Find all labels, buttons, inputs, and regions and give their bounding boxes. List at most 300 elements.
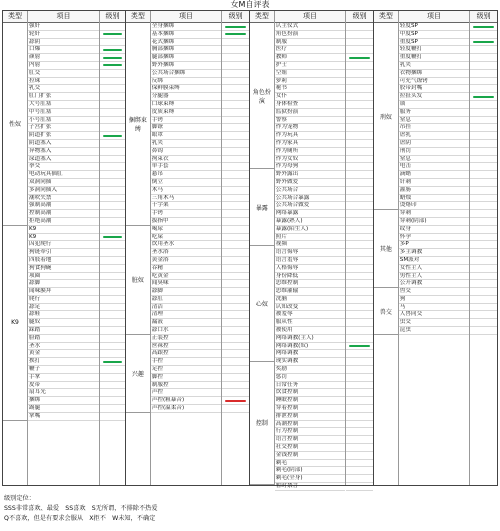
item-cell: 大号肛塞	[28, 101, 99, 109]
category-label: 控制	[250, 362, 274, 485]
level-cell[interactable]	[470, 179, 497, 187]
level-cell[interactable]	[346, 397, 373, 405]
level-cell[interactable]	[222, 156, 249, 164]
section-4	[373, 11, 497, 485]
level-cell[interactable]	[346, 218, 373, 226]
level-cell[interactable]	[222, 343, 249, 351]
level-cell[interactable]	[346, 148, 373, 156]
level-cell[interactable]	[346, 124, 373, 132]
level-cell[interactable]	[100, 93, 125, 101]
level-cell[interactable]	[222, 218, 249, 226]
level-mark-stroke	[349, 345, 370, 347]
item-cell: 人格侮辱	[275, 265, 345, 273]
level-cell[interactable]	[222, 140, 249, 148]
level-cell[interactable]	[100, 202, 125, 210]
level-cell[interactable]	[346, 350, 373, 358]
level-cell[interactable]	[222, 304, 249, 312]
item-cell: 圣水浴	[151, 249, 221, 257]
level-cell[interactable]	[346, 452, 373, 460]
level-cell[interactable]	[470, 109, 497, 117]
level-cell[interactable]	[222, 241, 249, 249]
type-column	[250, 11, 274, 485]
level-cell[interactable]	[470, 202, 497, 210]
level-cell[interactable]	[470, 296, 497, 304]
level-cell[interactable]	[346, 101, 373, 109]
level-cell[interactable]	[470, 78, 497, 86]
item-cell: 网络暴露	[275, 210, 345, 218]
item-cell: 萝莉	[275, 78, 345, 86]
level-cell[interactable]	[222, 249, 249, 257]
item-cell: 饮用圣水	[151, 241, 221, 249]
level-cell[interactable]	[100, 31, 125, 39]
level-cell[interactable]	[222, 335, 249, 343]
level-cell[interactable]	[346, 311, 373, 319]
level-cell[interactable]	[346, 366, 373, 374]
level-cell[interactable]	[346, 421, 373, 429]
level-cell[interactable]	[346, 467, 373, 475]
level-cell[interactable]	[470, 140, 497, 148]
level-cell[interactable]	[100, 288, 125, 296]
level-cell[interactable]	[100, 234, 125, 242]
level-cell[interactable]	[100, 249, 125, 257]
level-cell[interactable]	[346, 304, 373, 312]
item-cell: 丝袜控	[151, 343, 221, 351]
item-cell: 野外做爱	[275, 179, 345, 187]
item-cell: K9	[28, 226, 99, 234]
level-cell[interactable]	[470, 171, 497, 179]
level-cell[interactable]	[222, 117, 249, 125]
category-label: 兴趣	[126, 335, 150, 413]
item-cell: 空姐	[275, 70, 345, 78]
level-cell[interactable]	[346, 109, 373, 117]
level-cell[interactable]	[100, 179, 125, 187]
level-cell[interactable]	[222, 327, 249, 335]
level-cell[interactable]	[470, 101, 497, 109]
level-cell[interactable]	[346, 319, 373, 327]
level-cell[interactable]	[346, 46, 373, 54]
level-cell[interactable]	[222, 85, 249, 93]
level-cell[interactable]	[222, 101, 249, 109]
item-cell: 男性主人	[399, 273, 469, 281]
item-cell: 作为宠物	[275, 124, 345, 132]
level-cell[interactable]	[100, 163, 125, 171]
level-cell[interactable]	[470, 265, 497, 273]
level-cell[interactable]	[470, 93, 497, 101]
level-cell[interactable]	[470, 234, 497, 242]
section-1	[3, 11, 125, 485]
level-cell[interactable]	[346, 475, 373, 483]
level-cell[interactable]	[100, 389, 125, 397]
item-cell: 悬吊	[151, 171, 221, 179]
level-cell[interactable]	[222, 70, 249, 78]
level-cell[interactable]	[100, 273, 125, 281]
level-cell[interactable]	[470, 156, 497, 164]
item-cell: 十字架	[151, 202, 221, 210]
level-cell[interactable]	[470, 187, 497, 195]
item-cell: 马	[399, 304, 469, 312]
level-cell[interactable]	[470, 117, 497, 125]
level-cell[interactable]	[346, 156, 373, 164]
level-cell[interactable]	[346, 234, 373, 242]
item-cell: 作为女奴	[275, 156, 345, 164]
item-cell: 拘束衣	[151, 156, 221, 164]
level-cell[interactable]	[100, 124, 125, 132]
level-cell[interactable]	[100, 350, 125, 358]
level-cell[interactable]	[100, 109, 125, 117]
item-cell: 胸部捆绑	[151, 46, 221, 54]
level-cell[interactable]	[346, 389, 373, 397]
level-cell[interactable]	[100, 241, 125, 249]
item-cell: 手掌	[28, 374, 99, 382]
level-cell[interactable]	[222, 124, 249, 132]
item-cell: 刑罚	[399, 148, 469, 156]
level-mark-stroke	[225, 400, 246, 402]
item-cell: 拒绝高潮	[28, 218, 99, 226]
level-cell[interactable]	[346, 23, 373, 31]
item-cell: 声控(粗暴音)	[151, 397, 221, 405]
level-cell[interactable]	[222, 273, 249, 281]
level-cell[interactable]	[346, 335, 373, 343]
item-cell: 踢腿	[28, 405, 99, 413]
level-cell[interactable]	[222, 397, 249, 405]
item-cell: 鼻钩	[151, 148, 221, 156]
level-cell[interactable]	[100, 171, 125, 179]
level-cell[interactable]	[346, 436, 373, 444]
level-cell[interactable]	[100, 156, 125, 164]
level-cell[interactable]	[100, 405, 125, 413]
item-cell: 语言控制	[275, 436, 345, 444]
level-cell[interactable]	[222, 374, 249, 382]
level-cell[interactable]	[100, 397, 125, 405]
item-column	[398, 11, 469, 485]
level-cell[interactable]	[222, 78, 249, 86]
level-cell[interactable]	[470, 218, 497, 226]
level-cell[interactable]	[346, 70, 373, 78]
item-cell: 舔足	[28, 304, 99, 312]
item-cell: 行为控制	[275, 428, 345, 436]
item-cell: 小号肛塞	[28, 117, 99, 125]
level-cell[interactable]	[346, 226, 373, 234]
item-cell: 现实调教	[275, 358, 345, 366]
level-cell[interactable]	[100, 304, 125, 312]
level-cell[interactable]	[470, 46, 497, 54]
level-cell[interactable]	[222, 187, 249, 195]
level-cell[interactable]	[346, 31, 373, 39]
item-cell: 舔口水	[151, 327, 221, 335]
level-cell[interactable]	[100, 62, 125, 70]
level-cell[interactable]	[346, 405, 373, 413]
level-cell[interactable]	[470, 70, 497, 78]
item-cell: 社交控制	[275, 444, 345, 452]
level-cell[interactable]	[346, 483, 373, 491]
item-cell: 剃毛(全身)	[275, 475, 345, 483]
category-label: 角色扮演	[250, 23, 274, 169]
level-cell[interactable]	[100, 218, 125, 226]
level-cell[interactable]	[100, 366, 125, 374]
item-cell: 虫交	[399, 319, 469, 327]
item-cell: 吞精	[151, 265, 221, 273]
item-cell: 漏液	[151, 319, 221, 327]
level-cell[interactable]	[346, 273, 373, 281]
level-cell[interactable]	[346, 257, 373, 265]
level-cell[interactable]	[346, 195, 373, 203]
level-cell[interactable]	[222, 163, 249, 171]
item-cell: 囚犯爬行	[28, 241, 99, 249]
level-cell[interactable]	[100, 54, 125, 62]
item-cell: 锁	[399, 101, 469, 109]
level-cell[interactable]	[100, 101, 125, 109]
level-cell[interactable]	[222, 234, 249, 242]
item-cell: 闻味膜拜	[28, 288, 99, 296]
level-cell[interactable]	[222, 366, 249, 374]
level-cell[interactable]	[470, 54, 497, 62]
page-title: 女M自评表	[230, 0, 270, 9]
level-cell[interactable]	[470, 210, 497, 218]
item-cell: 清理	[151, 311, 221, 319]
level-cell[interactable]	[346, 93, 373, 101]
level-cell[interactable]	[222, 210, 249, 218]
level-cell[interactable]	[222, 226, 249, 234]
level-cell[interactable]	[100, 140, 125, 148]
level-cell[interactable]	[222, 195, 249, 203]
level-cell[interactable]	[470, 39, 497, 47]
level-cell[interactable]	[346, 62, 373, 70]
item-cell: 尿道塞入	[28, 156, 99, 164]
level-cell[interactable]	[346, 39, 373, 47]
item-cell: 针刺	[399, 179, 469, 187]
category-label: 暴露	[250, 169, 274, 246]
level-cell[interactable]	[100, 132, 125, 140]
item-cell: 穿着控制	[275, 405, 345, 413]
level-cell[interactable]	[222, 288, 249, 296]
item-cell: 身体检查	[275, 101, 345, 109]
level-cell[interactable]	[222, 358, 249, 366]
level-cell[interactable]	[346, 358, 373, 366]
level-cell[interactable]	[100, 70, 125, 78]
level-cell[interactable]	[100, 85, 125, 93]
level-cell[interactable]	[470, 195, 497, 203]
level-mark-stroke	[103, 33, 122, 35]
level-cell[interactable]	[100, 46, 125, 54]
level-cell[interactable]	[346, 171, 373, 179]
level-cell[interactable]	[346, 413, 373, 421]
level-cell[interactable]	[346, 265, 373, 273]
level-cell[interactable]	[222, 179, 249, 187]
level-cell[interactable]	[222, 23, 249, 31]
level-mark-stroke	[103, 64, 122, 66]
level-cell[interactable]	[346, 163, 373, 171]
category-label: 脏奴	[126, 226, 150, 335]
level-cell[interactable]	[470, 280, 497, 288]
level-cell[interactable]	[470, 257, 497, 265]
level-cell[interactable]	[222, 389, 249, 397]
item-cell: 吃黄金	[151, 273, 221, 281]
item-cell: 强制高潮	[28, 202, 99, 210]
level-cell[interactable]	[222, 148, 249, 156]
level-cell[interactable]	[470, 241, 497, 249]
item-cell: 胶带封嘴	[399, 85, 469, 93]
item-cell: 拔指甲	[151, 218, 221, 226]
item-cell: 狗	[399, 296, 469, 304]
item-cell: 分腿器	[151, 93, 221, 101]
level-cell[interactable]	[470, 124, 497, 132]
level-cell[interactable]	[470, 327, 497, 335]
level-cell[interactable]	[470, 23, 497, 31]
item-cell: 秘书	[275, 85, 345, 93]
level-cell[interactable]	[100, 343, 125, 351]
level-cell[interactable]	[222, 319, 249, 327]
item-cell: 吊挂	[399, 124, 469, 132]
level-cell[interactable]	[100, 23, 125, 31]
item-cell: 声控(温柔音)	[151, 405, 221, 413]
level-cell[interactable]	[222, 350, 249, 358]
item-cell: 潮吹失禁	[28, 195, 99, 203]
level-cell[interactable]	[470, 226, 497, 234]
level-cell[interactable]	[222, 132, 249, 140]
item-cell: 拉扯头发	[399, 93, 469, 101]
level-cell[interactable]	[346, 444, 373, 452]
item-cell: 阴道扩张	[28, 132, 99, 140]
item-cell: 角色扮演	[275, 31, 345, 39]
level-cell[interactable]	[100, 148, 125, 156]
level-cell[interactable]	[100, 195, 125, 203]
item-cell: 被羞辱	[275, 311, 345, 319]
level-cell[interactable]	[470, 163, 497, 171]
level-cell[interactable]	[222, 280, 249, 288]
level-cell[interactable]	[346, 296, 373, 304]
level-cell[interactable]	[470, 311, 497, 319]
level-cell[interactable]	[470, 148, 497, 156]
item-cell: 滴蜡	[399, 171, 469, 179]
item-cell: 被使用	[275, 327, 345, 335]
level-cell[interactable]	[346, 428, 373, 436]
level-cell[interactable]	[222, 265, 249, 273]
level-cell[interactable]	[470, 319, 497, 327]
level-cell[interactable]	[222, 405, 249, 413]
level-cell[interactable]	[222, 109, 249, 117]
item-cell: 颜射	[28, 54, 99, 62]
level-cell[interactable]	[470, 288, 497, 296]
item-cell: 乳夹	[151, 140, 221, 148]
level-cell[interactable]	[222, 93, 249, 101]
level-mark-stroke	[103, 49, 122, 51]
level-mark-stroke	[473, 26, 494, 28]
level-cell[interactable]	[222, 31, 249, 39]
level-cell[interactable]	[346, 249, 373, 257]
level-cell[interactable]	[222, 54, 249, 62]
level-cell[interactable]	[100, 187, 125, 195]
level-cell[interactable]	[346, 280, 373, 288]
level-cell[interactable]	[222, 257, 249, 265]
level-cell[interactable]	[346, 54, 373, 62]
item-cell: 脚镣	[151, 124, 221, 132]
level-cell[interactable]	[346, 343, 373, 351]
level-cell[interactable]	[100, 39, 125, 47]
level-cell[interactable]	[346, 187, 373, 195]
level-cell[interactable]	[100, 78, 125, 86]
level-cell[interactable]	[346, 85, 373, 93]
level-cell[interactable]	[100, 311, 125, 319]
item-cell: 监狱扮演	[275, 109, 345, 117]
level-cell[interactable]	[346, 117, 373, 125]
level-cell[interactable]	[100, 413, 125, 421]
level-mark-stroke	[103, 57, 122, 59]
item-cell: 腿部捆绑	[151, 54, 221, 62]
item-cell: 中度SP	[399, 31, 469, 39]
level-cell[interactable]	[346, 78, 373, 86]
item-cell: 穿刺(阴部)	[399, 218, 469, 226]
item-cell: 穿刺	[399, 210, 469, 218]
level-cell[interactable]	[470, 132, 497, 140]
level-header: 级别	[100, 11, 125, 23]
level-cell[interactable]	[470, 62, 497, 70]
level-cell[interactable]	[346, 179, 373, 187]
level-cell[interactable]	[346, 241, 373, 249]
level-cell[interactable]	[222, 311, 249, 319]
level-cell[interactable]	[470, 249, 497, 257]
item-cell: 多洞同插入	[28, 187, 99, 195]
level-cell[interactable]	[470, 85, 497, 93]
level-cell[interactable]	[222, 202, 249, 210]
level-cell[interactable]	[100, 335, 125, 343]
level-cell[interactable]	[222, 171, 249, 179]
category-label: K9	[3, 226, 27, 421]
level-cell[interactable]	[100, 374, 125, 382]
level-cell[interactable]	[100, 319, 125, 327]
item-cell: 闻臭味	[151, 280, 221, 288]
level-cell[interactable]	[100, 280, 125, 288]
item-cell: 爬行	[28, 296, 99, 304]
item-header: 项目	[399, 11, 469, 23]
item-cell: 声控	[151, 389, 221, 397]
item-cell: 网络调教(主人)	[275, 335, 345, 343]
level-cell[interactable]	[100, 358, 125, 366]
level-cell[interactable]	[222, 382, 249, 390]
level-cell[interactable]	[100, 257, 125, 265]
item-cell: 剃毛	[275, 460, 345, 468]
level-cell[interactable]	[100, 117, 125, 125]
level-cell[interactable]	[346, 202, 373, 210]
level-cell[interactable]	[346, 132, 373, 140]
level-cell[interactable]	[222, 39, 249, 47]
level-cell[interactable]	[346, 210, 373, 218]
level-cell[interactable]	[346, 460, 373, 468]
level-cell[interactable]	[100, 327, 125, 335]
item-cell: 肛交	[28, 70, 99, 78]
item-cell: 多主调教	[399, 249, 469, 257]
level-cell[interactable]	[470, 31, 497, 39]
level-cell[interactable]	[222, 62, 249, 70]
level-cell[interactable]	[100, 382, 125, 390]
level-cell[interactable]	[100, 210, 125, 218]
item-cell: 思维灌输	[275, 288, 345, 296]
level-cell[interactable]	[346, 382, 373, 390]
level-cell[interactable]	[222, 46, 249, 54]
level-cell[interactable]	[346, 140, 373, 148]
level-cell[interactable]	[470, 304, 497, 312]
level-cell[interactable]	[346, 327, 373, 335]
level-cell[interactable]	[346, 288, 373, 296]
item-cell: 脚控	[151, 374, 221, 382]
level-cell[interactable]	[222, 296, 249, 304]
level-cell[interactable]	[100, 265, 125, 273]
level-cell[interactable]	[100, 296, 125, 304]
level-cell[interactable]	[100, 226, 125, 234]
level-cell[interactable]	[470, 273, 497, 281]
item-cell: 排泄控制	[275, 413, 345, 421]
item-cell: 乳交	[28, 85, 99, 93]
level-cell[interactable]	[346, 374, 373, 382]
